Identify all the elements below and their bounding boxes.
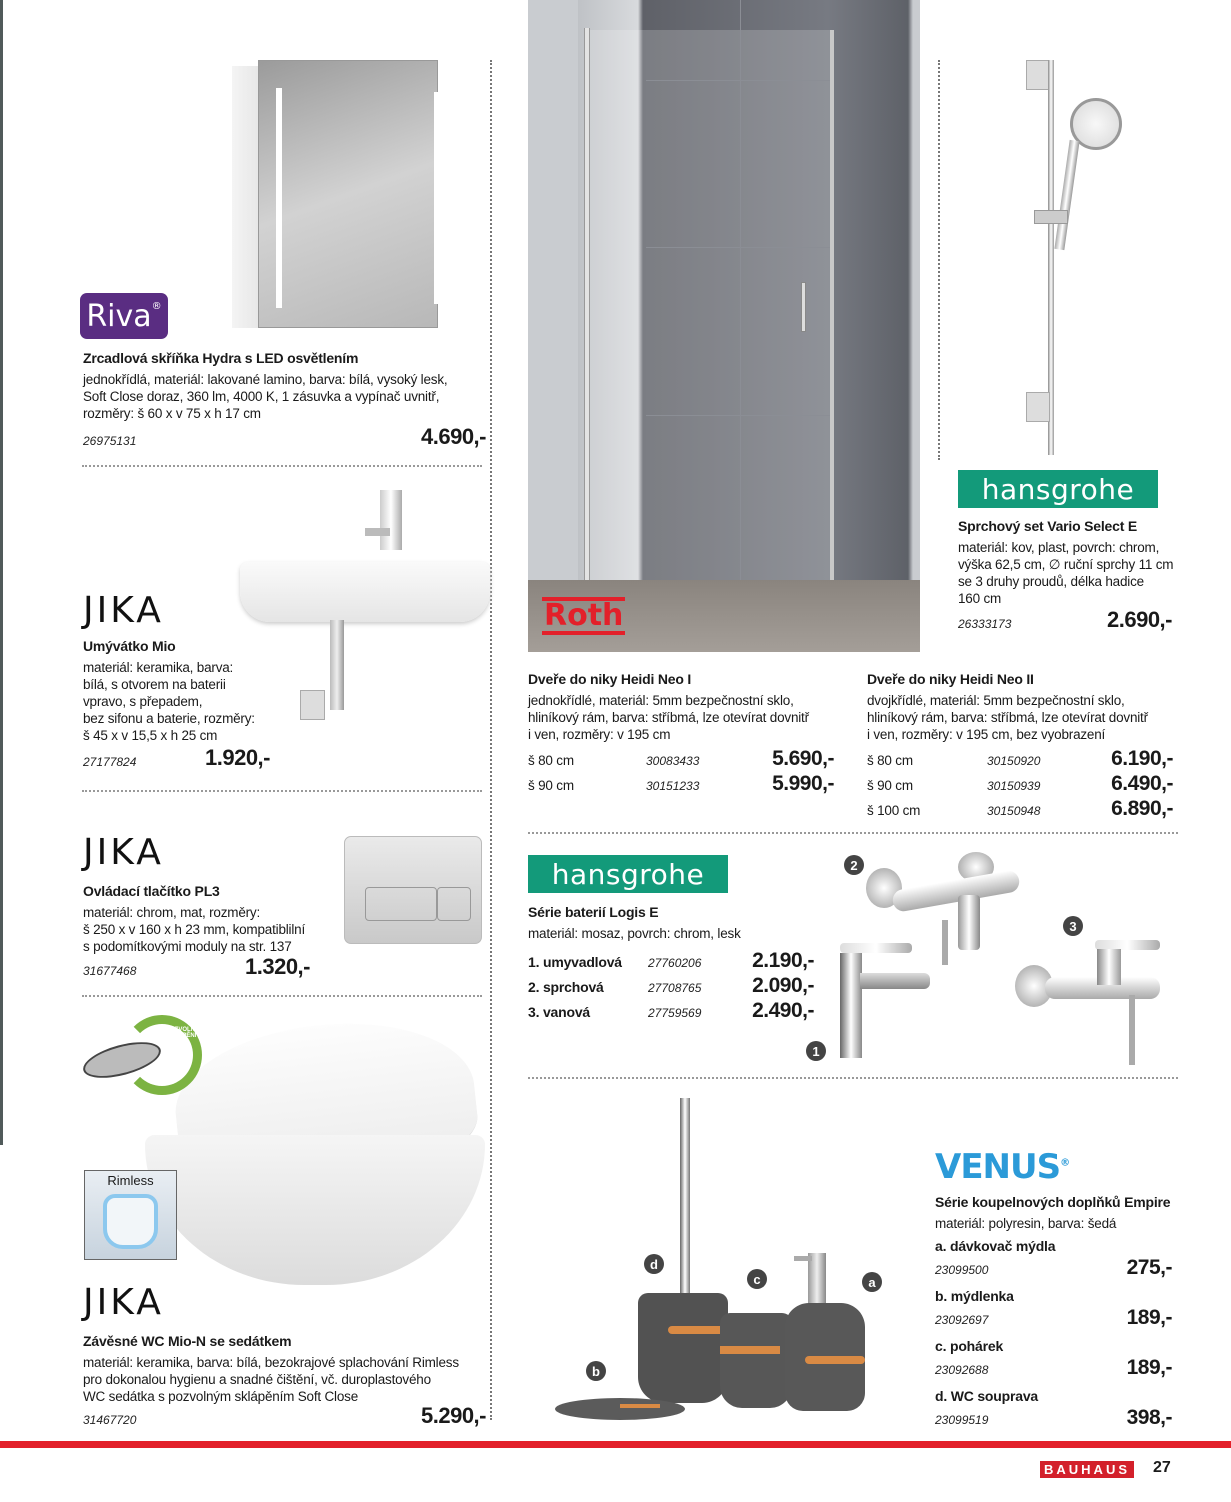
product-description: materiál: chrom, mat, rozměry: š 250 x v 160 x h 23 mm, kompatiblilní s podomítkovými moduly na str. 137 bbox=[83, 905, 306, 954]
product-description: jednokřídlá, materiál: lakované lamino, barva: bílá, vysoký lesk, Soft Close doraz, 360 lm, 4000 K, 1 zásuvka a vypínač uvnitř, rozměry: š 60 x v 75 x h 17 cm bbox=[83, 372, 448, 421]
product-title: Umývátko Mio bbox=[83, 638, 176, 654]
product-title: Závěsné WC Mio-N se sedátkem bbox=[83, 1333, 292, 1349]
product-code: 31467720 bbox=[83, 1413, 137, 1427]
variant-row: 1. umyvadlová 27760206 2.190,- bbox=[528, 949, 814, 972]
jika-logo: JIKA bbox=[83, 832, 164, 873]
riva-logo: Riva ® bbox=[80, 293, 168, 339]
product-title: Zrcadlová skříňka Hydra s LED osvětlením bbox=[83, 350, 359, 366]
accessory-marker: b bbox=[586, 1361, 606, 1381]
shower-set-image bbox=[1020, 60, 1140, 455]
faucet-marker: 2 bbox=[844, 855, 864, 875]
faucet-shower-image bbox=[862, 850, 1022, 965]
product-title: Ovládací tlačítko PL3 bbox=[83, 883, 220, 899]
product-price: 5.290,- bbox=[421, 1403, 486, 1428]
product-description: materiál: mosaz, povrch: chrom, lesk bbox=[528, 926, 741, 941]
page-edge bbox=[0, 0, 3, 1145]
flush-plate-image bbox=[344, 836, 482, 944]
variant-row: š 80 cm 30083433 5.690,- bbox=[528, 747, 834, 770]
product-price: 1.920,- bbox=[205, 745, 270, 770]
mirror-cabinet-image bbox=[232, 60, 437, 330]
product-description: jednokřídlé, materiál: 5mm bezpečnostní sklo, hliníkový rám, barva: stříbmá, lze otevírat dovnitř i ven, rozměry: v 195 cm bbox=[528, 693, 809, 742]
bauhaus-logo: BAUHAUS bbox=[1040, 1461, 1134, 1478]
faucet-bath-image bbox=[1015, 935, 1165, 1065]
product-price: 2.690,- bbox=[1107, 607, 1172, 632]
variant-row: š 80 cm 30150920 6.190,- bbox=[867, 747, 1173, 770]
product-code: 26975131 bbox=[83, 434, 137, 448]
column-divider-right bbox=[938, 60, 940, 460]
row-divider bbox=[82, 465, 482, 467]
product-code: 31677468 bbox=[83, 964, 137, 978]
variant-item: b. mýdlenka 23092697 189,- bbox=[935, 1288, 1172, 1329]
accessory-marker: a bbox=[862, 1272, 882, 1292]
product-title: Série koupelnových doplňků Empire bbox=[935, 1194, 1171, 1210]
variant-item: d. WC souprava 23099519 398,- bbox=[935, 1388, 1172, 1429]
venus-logo: VENUS® bbox=[935, 1147, 1070, 1187]
product-price: 1.320,- bbox=[245, 954, 310, 979]
shower-door-image bbox=[528, 0, 920, 652]
product-price: 4.690,- bbox=[421, 424, 486, 449]
hansgrohe-logo: hansgrohe bbox=[958, 470, 1158, 508]
product-title: Dveře do niky Heidi Neo I bbox=[528, 671, 692, 687]
row-divider bbox=[528, 1077, 1178, 1079]
footer-red-bar bbox=[0, 1441, 1231, 1448]
accessory-marker: c bbox=[747, 1269, 767, 1289]
product-description: materiál: kov, plast, povrch: chrom, výška 62,5 cm, ∅ ruční sprchy 11 cm se 3 druhy proudů, délka hadice 160 cm bbox=[958, 540, 1174, 606]
faucet-marker: 1 bbox=[806, 1041, 826, 1061]
hansgrohe-logo: hansgrohe bbox=[528, 855, 728, 893]
row-divider bbox=[528, 832, 1178, 834]
variant-row: š 100 cm 30150948 6.890,- bbox=[867, 797, 1173, 820]
product-code: 26333173 bbox=[958, 617, 1012, 631]
row-divider bbox=[82, 790, 482, 792]
product-title: Dveře do niky Heidi Neo II bbox=[867, 671, 1034, 687]
product-description: materiál: keramika, barva: bílá, s otvorem na baterii vpravo, s přepadem, bez sifonu a baterie, rozměry: š 45 x v 15,5 x h 25 cm bbox=[83, 660, 255, 743]
variant-row: š 90 cm 30151233 5.990,- bbox=[528, 772, 834, 795]
jika-logo: JIKA bbox=[83, 590, 164, 631]
page-number: 27 bbox=[1153, 1459, 1171, 1476]
jika-logo: JIKA bbox=[83, 1282, 164, 1323]
product-title: Série baterií Logis E bbox=[528, 904, 659, 920]
roth-logo: Roth bbox=[544, 598, 624, 633]
accessory-marker: d bbox=[644, 1254, 664, 1274]
column-divider-left bbox=[490, 60, 492, 1420]
variant-row: 2. sprchová 27708765 2.090,- bbox=[528, 974, 814, 997]
soft-close-icon: POZVOLNÉ SKLÁPĚNÍ bbox=[82, 1015, 202, 1105]
row-divider bbox=[82, 995, 482, 997]
product-description: materiál: polyresin, barva: šedá bbox=[935, 1216, 1117, 1231]
product-description: dvojkřídlé, materiál: 5mm bezpečnostní sklo, hliníkový rám, barva: stříbmá, lze otevírat dovnitř i ven, rozměry: v 195 cm, bez vyobrazení bbox=[867, 693, 1148, 742]
variant-row: 3. vanová 27759569 2.490,- bbox=[528, 999, 814, 1022]
rimless-badge: Rimless bbox=[84, 1170, 177, 1260]
product-title: Sprchový set Vario Select E bbox=[958, 518, 1138, 534]
variant-row: š 90 cm 30150939 6.490,- bbox=[867, 772, 1173, 795]
variant-item: c. pohárek 23092688 189,- bbox=[935, 1338, 1172, 1379]
faucet-marker: 3 bbox=[1063, 916, 1083, 936]
product-code: 27177824 bbox=[83, 755, 137, 769]
variant-item: a. dávkovač mýdla 23099500 275,- bbox=[935, 1238, 1172, 1279]
product-description: materiál: keramika, barva: bílá, bezokrajové splachování Rimless pro dokonalou hygienu a snadné čištění, vč. duroplastového WC sedátka s pozvolným sklápěním Soft Close bbox=[83, 1355, 459, 1404]
